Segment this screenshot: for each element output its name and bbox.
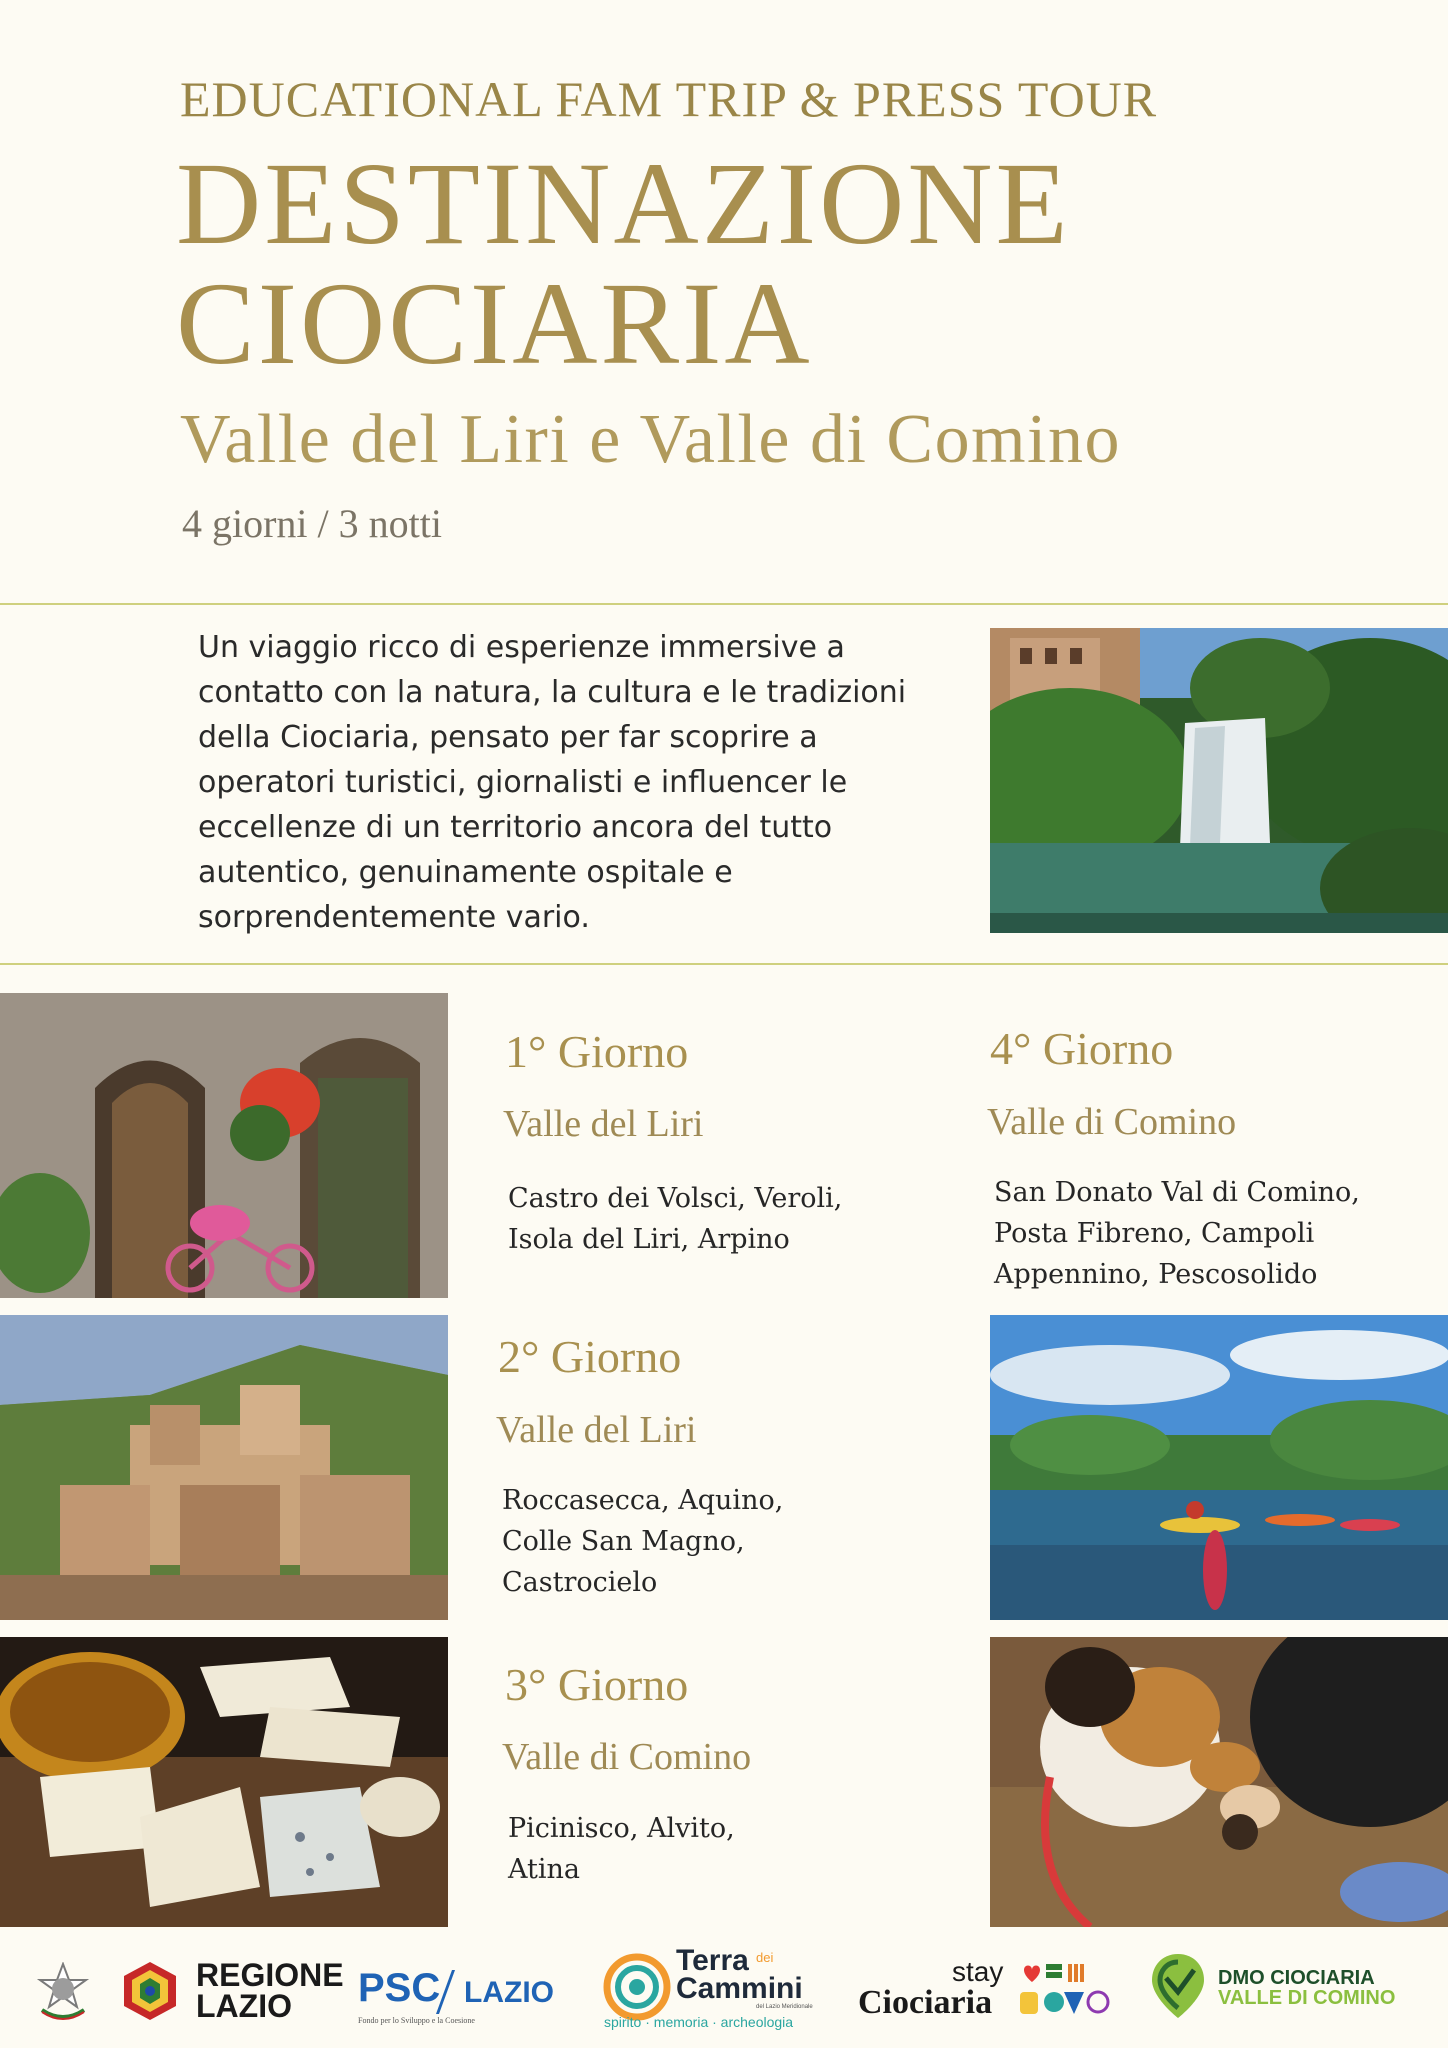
regione-label: REGIONE bbox=[196, 1957, 344, 1993]
day-2-title: 2° Giorno bbox=[498, 1331, 682, 1382]
day-1-places-line-2: Isola del Liri, Arpino bbox=[508, 1224, 790, 1255]
dmo-logo bbox=[1218, 1968, 1395, 2008]
day-2-places-line-3: Castrocielo bbox=[502, 1567, 658, 1598]
lake-kayak-photo bbox=[990, 1315, 1448, 1620]
intro-paragraph: Un viaggio ricco di esperienze immersive a contatto con la natura, la cultura e le tradizioni della Ciociaria, pensato per far scoprire a operatori turistici, giornalisti e influencer le eccellenze di un territorio ancora del tutto autentico, genuinamente ospitale e sorprendentemente vario. bbox=[198, 630, 907, 935]
day-1-places-line-1: Castro dei Volsci, Veroli, bbox=[508, 1183, 843, 1214]
italian-republic-emblem-icon bbox=[36, 1962, 90, 2022]
day-3-places bbox=[508, 1808, 735, 1890]
title-line-2: CIOCIARIA bbox=[176, 258, 813, 389]
day-4-places-line-1: San Donato Val di Comino, bbox=[994, 1177, 1360, 1208]
day-4-title: 4° Giorno bbox=[990, 1023, 1174, 1074]
terra-tagline: spirito · memoria · archeologia bbox=[604, 2014, 794, 2030]
village-door-photo bbox=[0, 993, 448, 1298]
day-3-places-line-1: Picinisco, Alvito, bbox=[508, 1813, 735, 1844]
dmo-line-1: DMO CIOCIARIA bbox=[1218, 1967, 1375, 1989]
day-1-valley: Valle del Liri bbox=[503, 1103, 704, 1145]
day-1-places bbox=[508, 1178, 842, 1260]
footer-logos bbox=[0, 1930, 1448, 2048]
cheese-board-photo bbox=[0, 1637, 448, 1927]
day-4-places-line-2: Posta Fibreno, Campoli bbox=[994, 1218, 1315, 1249]
day-2-valley: Valle del Liri bbox=[496, 1409, 697, 1451]
day-2-places-line-1: Roccasecca, Aquino, bbox=[502, 1485, 784, 1516]
lazio-label: LAZIO bbox=[196, 1988, 292, 2024]
day-4-places-line-3: Appennino, Pescosolido bbox=[994, 1259, 1318, 1290]
ciociaria-label: Ciociaria bbox=[858, 1984, 993, 2021]
title-line-1: DESTINAZIONE bbox=[176, 138, 1071, 269]
terra-small-label: del Lazio Meridionale bbox=[756, 2004, 813, 2010]
event-subtitle: EDUCATIONAL FAM TRIP & PRESS TOUR bbox=[180, 71, 1158, 127]
day-3-places-line-2: Atina bbox=[508, 1854, 580, 1885]
truffle-dog-photo bbox=[990, 1637, 1448, 1927]
stay-ciociaria-icons bbox=[1012, 1960, 1112, 2024]
region-subtitle: Valle del Liri e Valle di Comino bbox=[180, 401, 1121, 478]
waterfall-photo bbox=[990, 628, 1448, 933]
psc-label: PSC bbox=[358, 1966, 441, 2010]
regione-lazio-logo bbox=[196, 1957, 344, 2024]
day-4-places bbox=[994, 1172, 1360, 1295]
cammini-label: Cammini bbox=[676, 1972, 803, 2005]
regione-lazio-shield-icon bbox=[120, 1960, 180, 2022]
trip-duration: 4 giorni / 3 notti bbox=[182, 501, 442, 546]
dmo-pin-icon bbox=[1148, 1952, 1208, 2020]
stay-label: stay bbox=[952, 1956, 1004, 1987]
day-2-places-line-2: Colle San Magno, bbox=[502, 1526, 745, 1557]
dmo-line-2: VALLE DI COMINO bbox=[1218, 1987, 1396, 2009]
day-1-title: 1° Giorno bbox=[505, 1026, 689, 1077]
day-2-places bbox=[502, 1480, 783, 1603]
psc-lazio-logo bbox=[356, 1960, 556, 2030]
day-4-valley: Valle di Comino bbox=[987, 1101, 1237, 1143]
terra-label: Terra bbox=[676, 1944, 749, 1977]
terra-dei-cammini-spiral-icon bbox=[602, 1952, 672, 2022]
day-3-title: 3° Giorno bbox=[505, 1659, 689, 1710]
psc-lazio-label: LAZIO bbox=[464, 1976, 554, 2009]
dei-label: dei bbox=[756, 1950, 774, 1965]
hill-town-photo bbox=[0, 1315, 448, 1620]
divider-middle bbox=[0, 963, 1448, 965]
divider-top bbox=[0, 603, 1448, 605]
day-3-valley: Valle di Comino bbox=[502, 1736, 752, 1778]
psc-tagline: Fondo per lo Sviluppo e la Coesione bbox=[358, 2016, 475, 2025]
